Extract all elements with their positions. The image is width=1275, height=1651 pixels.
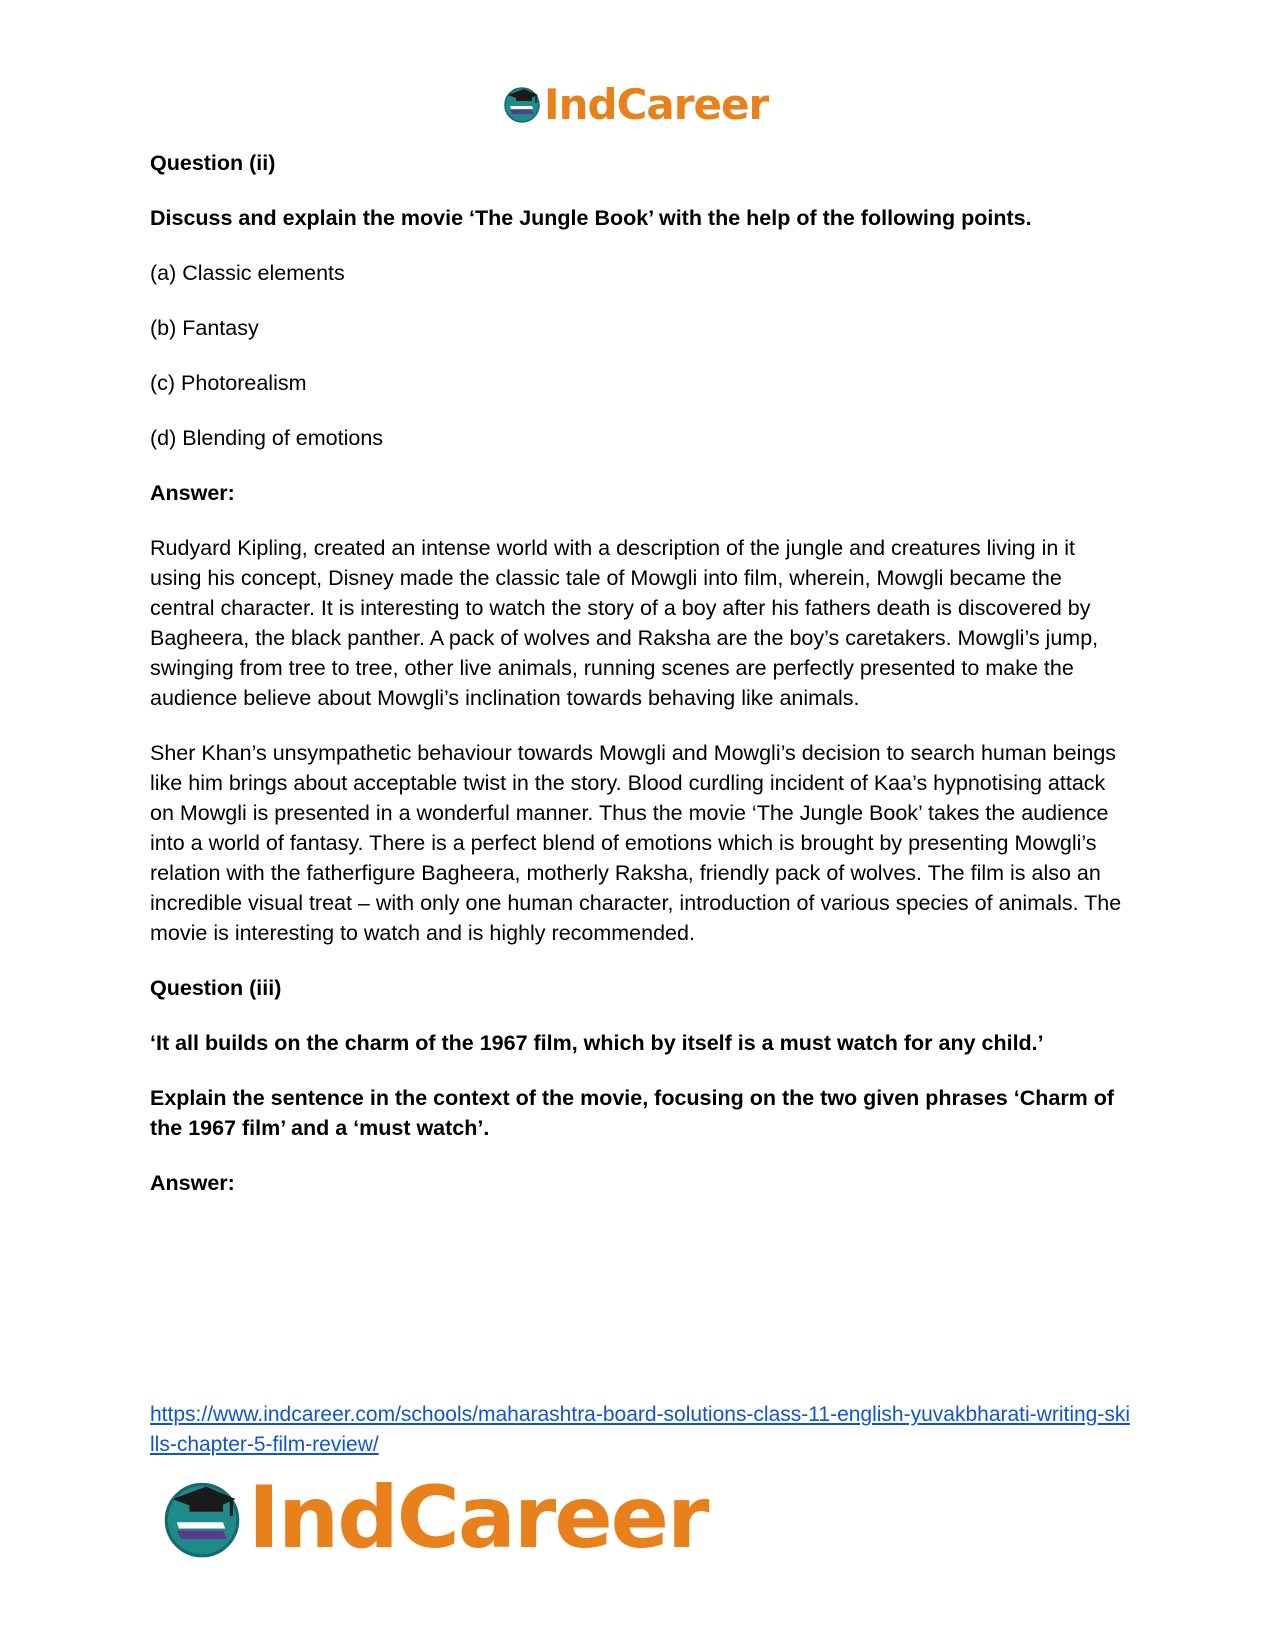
footer-logo	[160, 1468, 707, 1568]
question-iii-prompt: Explain the sentence in the context of the movie, focusing on the two given phrases ‘Charm of the 1967 film’ and a ‘must watch’.	[150, 1086, 1115, 1140]
question-ii-title: Question (ii)	[150, 151, 276, 175]
graduation-globe-icon	[160, 1476, 244, 1560]
header-logo	[502, 80, 768, 128]
question-iii-quote: ‘It all builds on the charm of the 1967 film, which by itself is a must watch for any child.’	[150, 1031, 1044, 1055]
graduation-globe-icon	[502, 84, 542, 124]
source-link[interactable]: https://www.indcareer.com/schools/maharashtra-board-solutions-class-11-english-yuvakbharati-writing-skills-chapter-5-film-review/	[150, 1403, 1131, 1456]
document-body	[150, 148, 1122, 1223]
header-logo-text: IndCareer	[544, 79, 769, 129]
answer-paragraph: Sher Khan’s unsympathetic behaviour towards Mowgli and Mowgli’s decision to search human beings like him brings about acceptable twist in the story. Blood curdling incident of Kaa’s hypnotising attack on Mowgli is presented in a wonderful manner. Thus the movie ‘The Jungle Book’ takes the audience into a world of fantasy. There is a perfect blend of emotions which is brought by presenting Mowgli’s relation with the fatherfigure Bagheera, motherly Raksha, friendly pack of wolves. The film is also an incredible visual treat – with only one human character, introduction of various species of animals. The movie is interesting to watch and is highly recommended.	[150, 741, 1122, 945]
answer-label: Answer:	[150, 1171, 235, 1195]
question-iii-title: Question (iii)	[150, 976, 282, 1000]
answer-paragraph: Rudyard Kipling, created an intense world with a description of the jungle and creatures living in it using his concept, Disney made the classic tale of Mowgli into film, wherein, Mowgli became the central character. It is interesting to watch the story of a boy after his fathers death is discovered by Bagheera, the black panther. A pack of wolves and Raksha are the boy’s caretakers. Mowgli’s jump, swinging from tree to tree, other live animals, running scenes are perfectly presented to make the audience believe about Mowgli’s inclination towards behaving like animals.	[150, 536, 1099, 710]
answer-label: Answer:	[150, 481, 235, 505]
point-item: (b) Fantasy	[150, 316, 259, 340]
question-ii-prompt: Discuss and explain the movie ‘The Jungle Book’ with the help of the following points.	[150, 206, 1032, 230]
point-item: (d) Blending of emotions	[150, 426, 384, 450]
point-item: (a) Classic elements	[150, 261, 345, 285]
footer-logo-text: IndCareer	[248, 1468, 708, 1568]
point-item: (c) Photorealism	[150, 371, 307, 395]
